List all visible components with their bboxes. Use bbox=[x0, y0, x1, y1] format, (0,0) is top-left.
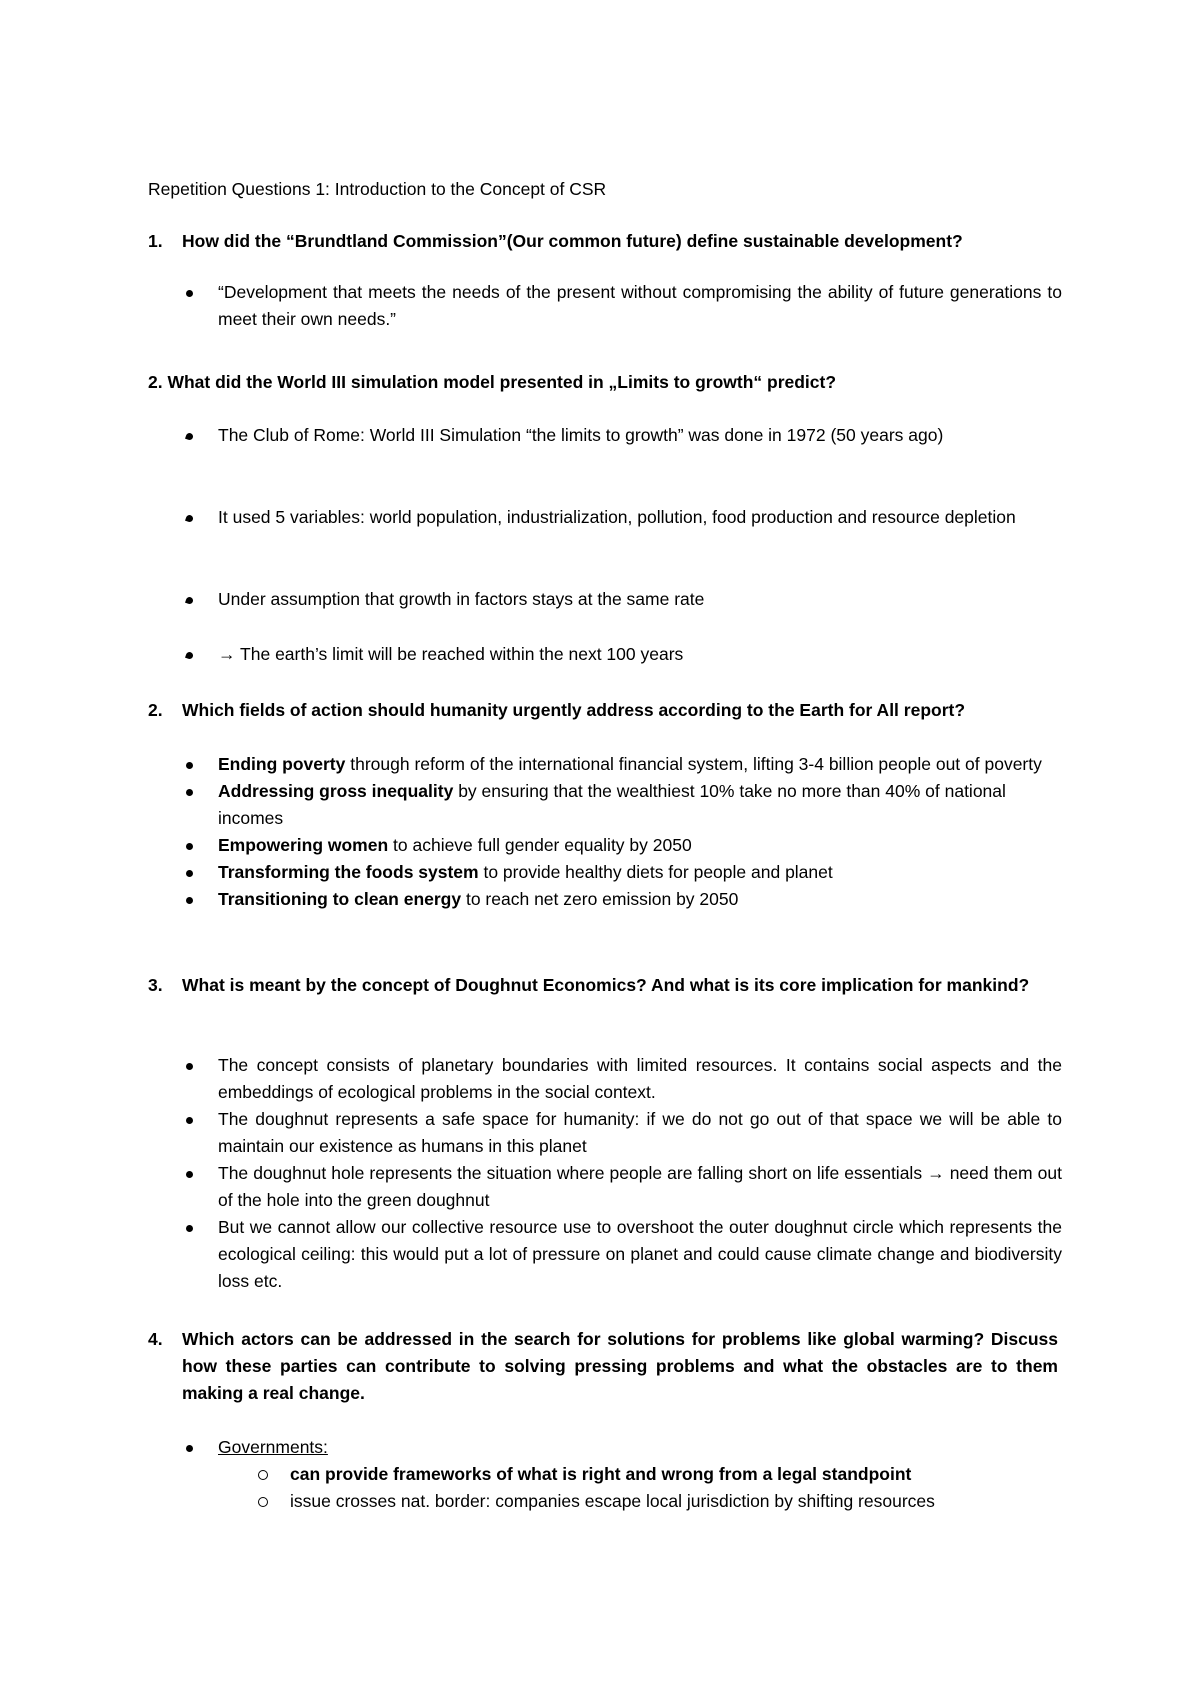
bullet-icon bbox=[185, 651, 194, 660]
bullet-icon bbox=[186, 1445, 193, 1452]
bullet-icon bbox=[186, 897, 193, 904]
list-item: Addressing gross inequality by ensuring that the wealthiest 10% take no more than 40% of national incomes bbox=[184, 778, 1062, 832]
list-item: → The earth’s limit will be reached within the next 100 years bbox=[184, 641, 1062, 668]
list-item: Ending poverty through reform of the international financial system, lifting 3-4 billion people out of poverty bbox=[184, 751, 1062, 778]
sub-list-governments bbox=[254, 1461, 1054, 1515]
sub-list-item: can provide frameworks of what is right and wrong from a legal standpoint bbox=[254, 1461, 1054, 1488]
bullet-icon bbox=[185, 596, 194, 605]
question-text: How did the “Brundtland Commission”(Our common future) define sustainable development? bbox=[182, 231, 963, 251]
bullet-icon bbox=[186, 290, 193, 297]
question-2-earth-for-all bbox=[148, 697, 1058, 724]
question-text: What is meant by the concept of Doughnut Economics? And what is its core implication for mankind? bbox=[182, 975, 1030, 995]
list-item: Empowering women to achieve full gender equality by 2050 bbox=[184, 832, 1062, 859]
hollow-circle-bullet-icon bbox=[258, 1470, 268, 1480]
question-2-world3 bbox=[148, 369, 1058, 396]
answer-list-q2b bbox=[184, 751, 1062, 913]
bullet-icon bbox=[186, 870, 193, 877]
list-item: The Club of Rome: World III Simulation “the limits to growth” was done in 1972 (50 years ago) bbox=[184, 422, 1062, 449]
question-4 bbox=[148, 1326, 1058, 1407]
sub-list-item: issue crosses nat. border: companies escape local jurisdiction by shifting resources bbox=[254, 1488, 1054, 1515]
list-item: “Development that meets the needs of the present without compromising the ability of future generations to meet their own needs.” bbox=[184, 279, 1062, 333]
bullet-icon bbox=[186, 1171, 193, 1178]
bullet-icon bbox=[186, 762, 193, 769]
bullet-icon bbox=[185, 514, 194, 523]
answer-list-q3 bbox=[184, 1052, 1062, 1295]
answer-list-q4 bbox=[184, 1434, 1062, 1461]
list-item: Transitioning to clean energy to reach net zero emission by 2050 bbox=[184, 886, 1062, 913]
answer-list-q2a-2 bbox=[184, 504, 1062, 531]
question-number: 4. bbox=[148, 1329, 163, 1349]
question-3 bbox=[148, 972, 1058, 999]
answer-list-q2a-4 bbox=[184, 641, 1062, 668]
question-number: 2. bbox=[148, 700, 163, 720]
list-item: But we cannot allow our collective resource use to overshoot the outer doughnut circle which represents the ecological ceiling: this would put a lot of pressure on planet and could cause climate change and biodiversity loss etc. bbox=[184, 1214, 1062, 1295]
list-item: Under assumption that growth in factors stays at the same rate bbox=[184, 586, 1062, 613]
question-number: 1. bbox=[148, 231, 163, 251]
bullet-icon bbox=[186, 843, 193, 850]
list-item: Transforming the foods system to provide healthy diets for people and planet bbox=[184, 859, 1062, 886]
hollow-circle-bullet-icon bbox=[258, 1497, 268, 1507]
answer-list-q1 bbox=[184, 279, 1062, 333]
bullet-icon bbox=[186, 1225, 193, 1232]
question-text: Which actors can be addressed in the search for solutions for problems like global warming? Discuss how these parties can contribute to solving pressing problems and what the obstacles are to them making a real change. bbox=[182, 1329, 1058, 1403]
bullet-icon bbox=[186, 1117, 193, 1124]
list-item: The doughnut hole represents the situation where people are falling short on life essentials → need them out of the hole into the green doughnut bbox=[184, 1160, 1062, 1214]
bullet-icon bbox=[186, 789, 193, 796]
list-item: Governments: bbox=[184, 1434, 1062, 1461]
list-item: The concept consists of planetary boundaries with limited resources. It contains social aspects and the embeddings of ecological problems in the social context. bbox=[184, 1052, 1062, 1106]
bullet-icon bbox=[185, 432, 194, 441]
question-number: 3. bbox=[148, 975, 163, 995]
document-title: Repetition Questions 1: Introduction to the Concept of CSR bbox=[148, 179, 607, 199]
answer-list-q2a-3 bbox=[184, 586, 1062, 613]
answer-list-q2a bbox=[184, 422, 1062, 449]
question-1 bbox=[148, 228, 1058, 255]
list-item: It used 5 variables: world population, industrialization, pollution, food production and resource depletion bbox=[184, 504, 1062, 531]
question-text: Which fields of action should humanity urgently address according to the Earth for All report? bbox=[182, 700, 966, 720]
bullet-icon bbox=[186, 1063, 193, 1070]
list-item: The doughnut represents a safe space for humanity: if we do not go out of that space we will be able to maintain our existence as humans in this planet bbox=[184, 1106, 1062, 1160]
question-text: 2. What did the World III simulation model presented in „Limits to growth“ predict? bbox=[148, 372, 837, 392]
